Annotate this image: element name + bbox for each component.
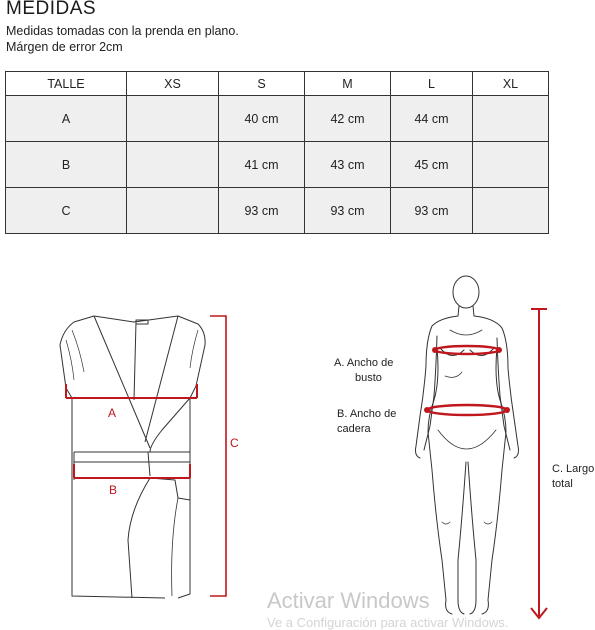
bust-label (334, 356, 393, 386)
garment-label-c: C (230, 436, 239, 450)
row-label: A (6, 96, 127, 142)
garment-illustration (60, 316, 205, 598)
table-cell: 93 cm (305, 188, 391, 234)
column-header-xl: XL (473, 72, 549, 96)
line-c (210, 316, 226, 596)
subtitle-error-note: Márgen de error 2cm (6, 40, 123, 54)
row-label: B (6, 142, 127, 188)
table-cell: 40 cm (219, 96, 305, 142)
activation-watermark-subtitle: Ve a Configuración para activar Windows. (267, 615, 509, 630)
bust-line (435, 346, 499, 354)
hip-label (337, 407, 396, 437)
column-header-m: M (305, 72, 391, 96)
bust-label-line1: A. Ancho de (334, 357, 394, 369)
table-cell: 93 cm (219, 188, 305, 234)
column-header-talle: TALLE (6, 72, 127, 96)
hip-label-line2: cadera (337, 423, 371, 435)
garment-label-a: A (108, 406, 117, 420)
hip-line (427, 405, 507, 415)
line-a (66, 384, 197, 398)
body-figure-illustration (416, 276, 519, 614)
table-cell: 93 cm (391, 188, 473, 234)
bust-label-line2: busto (355, 372, 382, 384)
length-label-line1: C. Largo (552, 463, 595, 475)
length-label-line2: total (552, 478, 573, 490)
activation-watermark-title: Activar Windows (267, 588, 430, 613)
table-cell: 41 cm (219, 142, 305, 188)
table-cell: 44 cm (391, 96, 473, 142)
table-cell: 42 cm (305, 96, 391, 142)
column-header-xs: XS (127, 72, 219, 96)
row-label: C (6, 188, 127, 234)
subtitle-measure-note: Medidas tomadas con la prenda en plano. (6, 24, 239, 38)
page-title: MEDIDAS (6, 0, 97, 19)
garment-label-b: B (109, 483, 118, 497)
line-b (74, 464, 190, 478)
column-header-s: S (219, 72, 305, 96)
hip-label-line1: B. Ancho de (337, 408, 397, 420)
column-header-l: L (391, 72, 473, 96)
length-label (552, 462, 594, 492)
table-cell: 43 cm (305, 142, 391, 188)
length-line (531, 309, 547, 618)
table-cell: 45 cm (391, 142, 473, 188)
